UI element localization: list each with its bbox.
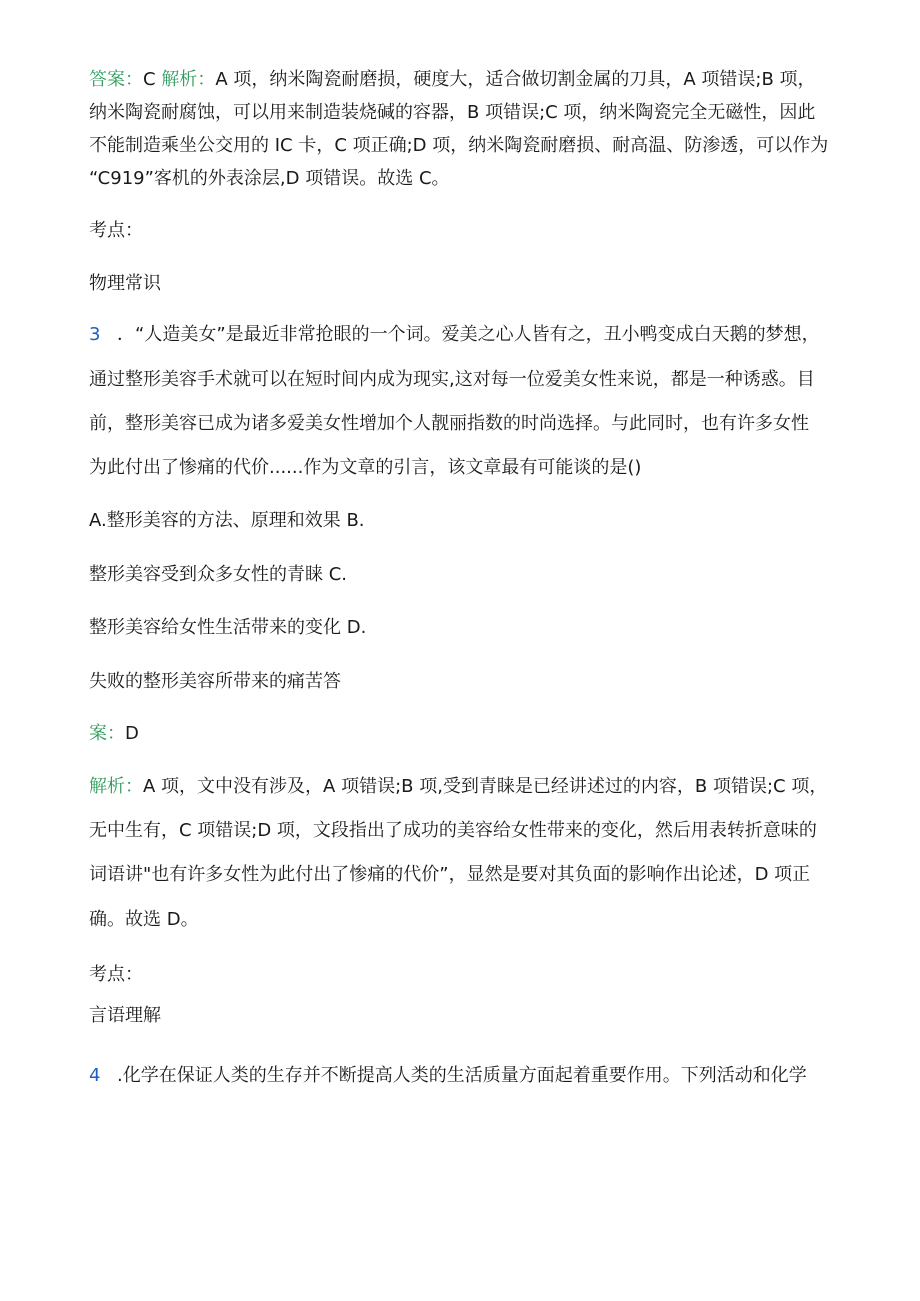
answer-label: 答案： bbox=[89, 69, 143, 90]
q4-stem-text: .化学在保证人类的生存并不断提高人类的生活质量方面起着重要作用。下列活动和化学 bbox=[117, 1065, 807, 1086]
q3-option-line-2: 整形美容受到众多女性的青睐 C. bbox=[89, 564, 348, 585]
q3-option-line-4 bbox=[89, 670, 341, 694]
q3-stem-line-1 bbox=[89, 323, 820, 347]
q2-kaodian-label: 考点： bbox=[89, 220, 143, 241]
q3-analysis-line-2: 无中生有，C 项错误;D 项，文段指出了成功的美容给女性带来的变化，然后用表转折意味的 bbox=[89, 820, 817, 841]
q3-analysis-text: A 项，文中没有涉及，A 项错误;B 项,受到青睐是已经讲述过的内容，B 项错误;C 项， bbox=[143, 776, 828, 797]
q3-kaodian-value: 言语理解 bbox=[89, 1005, 161, 1026]
q3-option-line-1: A.整形美容的方法、原理和效果 B. bbox=[89, 510, 365, 531]
q2-kaodian-value: 物理常识 bbox=[89, 273, 161, 294]
q3-stem-text: ．“人造美女”是最近非常抢眼的一个词。爱美之心人皆有之，丑小鸭变成白天鹅的梦想， bbox=[117, 324, 820, 345]
q2-answer-line-3: 不能制造乘坐公交用的 IC 卡，C 项正确;D 项，纳米陶瓷耐磨损、耐高温、防渗透，可以作为 bbox=[89, 135, 829, 156]
q3-answer-value: D bbox=[125, 723, 139, 744]
answer-value: C bbox=[143, 69, 156, 90]
q3-stem-line-4: 为此付出了惨痛的代价......作为文章的引言，该文章最有可能谈的是() bbox=[89, 457, 642, 478]
q4-number: 4 bbox=[89, 1065, 101, 1086]
q4-stem-line-1 bbox=[89, 1064, 807, 1088]
q3-option-line-3: 整形美容给女性生活带来的变化 D. bbox=[89, 617, 367, 638]
q3-stem-line-2: 通过整形美容手术就可以在短时间内成为现实,这对每一位爱美女性来说，都是一种诱惑。目 bbox=[89, 369, 815, 390]
q3-kaodian-label: 考点： bbox=[89, 964, 143, 985]
q3-analysis-line-1 bbox=[89, 775, 827, 799]
q3-analysis-line-3: 词语讲"也有许多女性为此付出了惨痛的代价”，显然是要对其负面的影响作出论述，D 项正 bbox=[89, 864, 811, 885]
q3-option-d-text: 失败的整形美容所带来的痛苦 bbox=[89, 671, 323, 692]
q3-answer-label-part1: 答 bbox=[323, 671, 341, 692]
q2-answer-line-4: “C919”客机的外表涂层,D 项错误。故选 C。 bbox=[89, 168, 450, 189]
q3-number: 3 bbox=[89, 324, 101, 345]
analysis-text: A 项，纳米陶瓷耐磨损，硬度大，适合做切割金属的刀具，A 项错误;B 项， bbox=[215, 69, 816, 90]
q3-analysis-label: 解析： bbox=[89, 776, 143, 797]
analysis-label: 解析： bbox=[161, 69, 216, 90]
q3-stem-line-3: 前，整形美容已成为诸多爱美女性增加个人靓丽指数的时尚选择。与此同时，也有许多女性 bbox=[89, 413, 809, 434]
q2-answer-line-1 bbox=[89, 68, 816, 92]
q3-analysis-line-4: 确。故选 D。 bbox=[89, 909, 199, 930]
q3-answer-line bbox=[89, 722, 139, 746]
q3-answer-label-part2: 案： bbox=[89, 723, 125, 744]
q2-answer-line-2: 纳米陶瓷耐腐蚀，可以用来制造装烧碱的容器，B 项错误;C 项，纳米陶瓷完全无磁性，因此 bbox=[89, 102, 816, 123]
